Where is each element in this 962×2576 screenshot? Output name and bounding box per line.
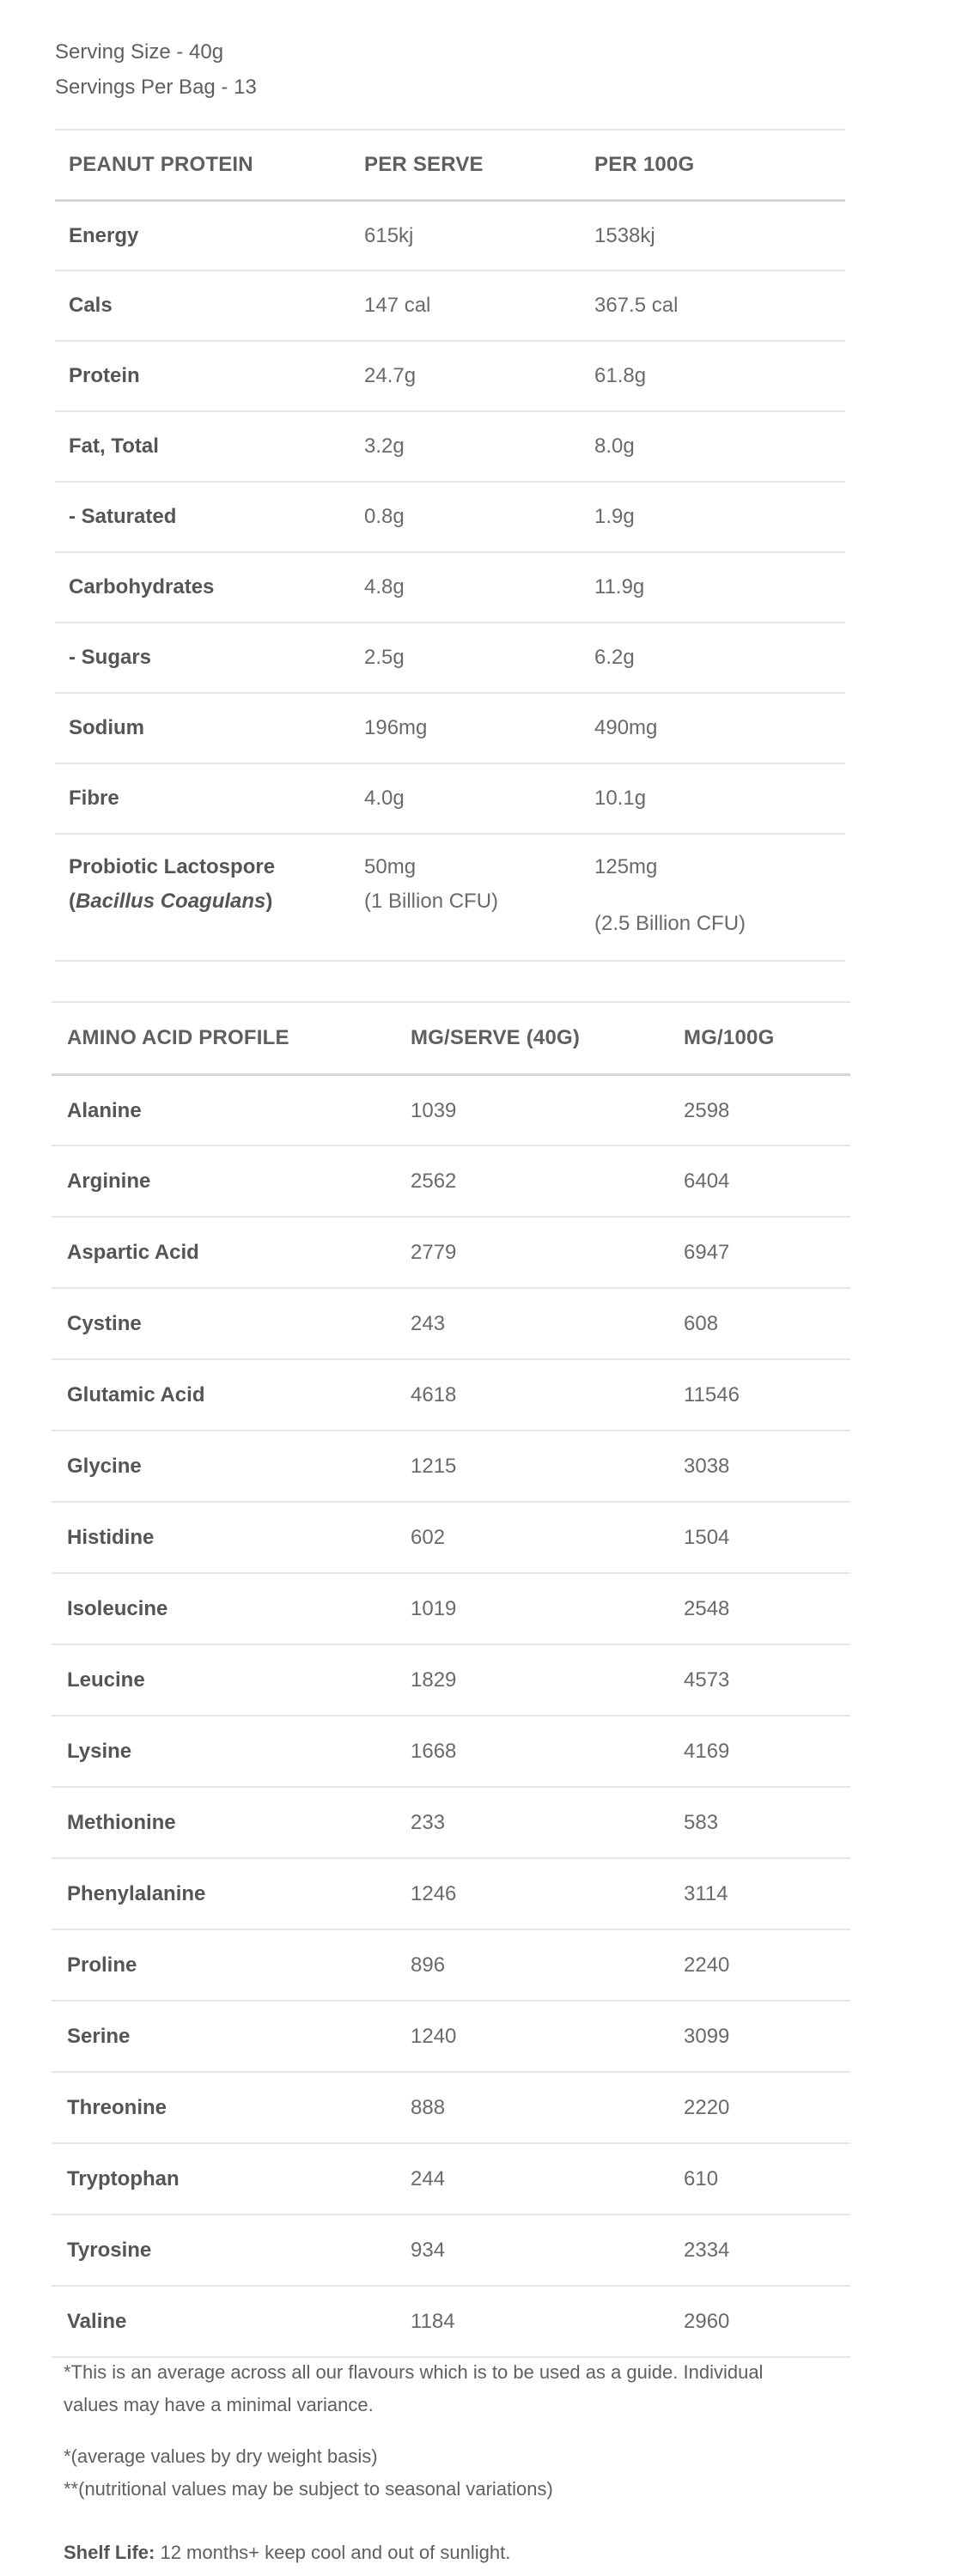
table-row [52, 1858, 850, 1929]
nutrient-label: Fat, Total [55, 411, 364, 482]
table-row [52, 1502, 850, 1573]
mg-per-100g-value: 608 [684, 1288, 850, 1359]
probiotic-strain: Bacillus Coagulans [76, 890, 266, 913]
footnotes [64, 2440, 819, 2506]
amino-acid-label: Phenylalanine [52, 1858, 411, 1929]
table-row [52, 2001, 850, 2072]
mg-per-100g-value: 1504 [684, 1502, 850, 1573]
per-serve-value: 3.2g [364, 411, 594, 482]
shelf-life-label: Shelf Life: [64, 2542, 155, 2563]
nutrition-header-row [55, 130, 845, 200]
column-header-peanut-protein: PEANUT PROTEIN [55, 130, 364, 200]
per-serve-value: 24.7g [364, 341, 594, 411]
amino-acid-label: Arginine [52, 1145, 411, 1217]
per-100g-value: 490mg [594, 693, 845, 763]
column-header-mg-100g: MG/100G [684, 1002, 850, 1074]
per-serve-value: 147 cal [364, 270, 594, 341]
mg-per-100g-value: 2334 [684, 2215, 850, 2286]
amino-acid-label: Alanine [52, 1074, 411, 1145]
nutrient-label: Protein [55, 341, 364, 411]
mg-per-100g-value: 2240 [684, 1929, 850, 2001]
mg-per-100g-value: 4573 [684, 1644, 850, 1716]
mg-per-100g-value: 2220 [684, 2072, 850, 2143]
mg-per-100g-value: 3038 [684, 1431, 850, 1502]
table-row [52, 1573, 850, 1644]
per-serve-value: 196mg [364, 693, 594, 763]
table-row [52, 1929, 850, 2001]
probiotic-per-100g [594, 834, 845, 961]
paren-close: ) [265, 890, 273, 913]
table-row [55, 552, 845, 623]
average-disclaimer: *This is an average across all our flavours which is to be used as a guide. Individual values may have a minimal variance. [64, 2361, 764, 2415]
amino-acid-label: Cystine [52, 1288, 411, 1359]
amino-acid-label: Glycine [52, 1431, 411, 1502]
amino-acid-label: Glutamic Acid [52, 1359, 411, 1431]
mg-per-serve-value: 233 [411, 1787, 684, 1858]
per-serve-value: 615kj [364, 200, 594, 270]
per-100g-value: 11.9g [594, 552, 845, 623]
amino-acid-label: Tyrosine [52, 2215, 411, 2286]
amino-acid-label: Isoleucine [52, 1573, 411, 1644]
mg-per-serve-value: 2562 [411, 1145, 684, 1217]
mg-per-serve-value: 1668 [411, 1716, 684, 1787]
mg-per-serve-value: 1019 [411, 1573, 684, 1644]
nutrition-table [55, 129, 845, 962]
column-header-per-100g: PER 100G [594, 130, 845, 200]
per-serve-value: 4.8g [364, 552, 594, 623]
shelf-life [64, 2537, 819, 2569]
probiotic-per-serve-mg: 50mg [364, 855, 417, 878]
amino-acid-label: Valine [52, 2286, 411, 2357]
mg-per-serve-value: 602 [411, 1502, 684, 1573]
column-header-per-serve: PER SERVE [364, 130, 594, 200]
table-row [52, 1716, 850, 1787]
mg-per-100g-value: 3099 [684, 2001, 850, 2072]
mg-per-serve-value: 4618 [411, 1359, 684, 1431]
per-serve-value: 2.5g [364, 623, 594, 693]
table-row [55, 763, 845, 834]
table-row [52, 1074, 850, 1145]
nutrient-label: Cals [55, 270, 364, 341]
serving-size: Serving Size - 40g [55, 40, 224, 64]
amino-acid-table [52, 1001, 850, 2358]
amino-acid-label: Serine [52, 2001, 411, 2072]
table-row [52, 1288, 850, 1359]
shelf-life-text: 12 months+ keep cool and out of sunlight. [155, 2542, 511, 2563]
nutrient-label: Fibre [55, 763, 364, 834]
table-row [55, 200, 845, 270]
mg-per-serve-value: 888 [411, 2072, 684, 2143]
table-row [52, 2072, 850, 2143]
nutrient-label: Sodium [55, 693, 364, 763]
table-row-probiotic [55, 834, 845, 961]
amino-acid-label: Proline [52, 1929, 411, 2001]
seasonal-note: **(nutritional values may be subject to seasonal variations) [64, 2478, 553, 2500]
mg-per-100g-value: 6947 [684, 1217, 850, 1288]
amino-acid-label: Methionine [52, 1787, 411, 1858]
probiotic-label [55, 834, 364, 961]
table-row [55, 693, 845, 763]
table-row [52, 1217, 850, 1288]
per-100g-value: 6.2g [594, 623, 845, 693]
per-serve-value: 4.0g [364, 763, 594, 834]
table-row [55, 482, 845, 552]
table-row [55, 270, 845, 341]
mg-per-100g-value: 4169 [684, 1716, 850, 1787]
mg-per-serve-value: 2779 [411, 1217, 684, 1288]
per-100g-value: 1.9g [594, 482, 845, 552]
table-row [55, 341, 845, 411]
amino-acid-label: Threonine [52, 2072, 411, 2143]
table-row [52, 2143, 850, 2215]
mg-per-serve-value: 244 [411, 2143, 684, 2215]
dry-weight-note: *(average values by dry weight basis) [64, 2445, 378, 2467]
probiotic-name: Probiotic Lactospore [69, 855, 276, 878]
table-row [52, 1359, 850, 1431]
mg-per-100g-value: 610 [684, 2143, 850, 2215]
mg-per-serve-value: 243 [411, 1288, 684, 1359]
per-100g-value: 8.0g [594, 411, 845, 482]
amino-acid-label: Tryptophan [52, 2143, 411, 2215]
column-header-mg-serve: MG/SERVE (40G) [411, 1002, 684, 1074]
mg-per-serve-value: 1246 [411, 1858, 684, 1929]
mg-per-100g-value: 2548 [684, 1573, 850, 1644]
amino-acid-label: Leucine [52, 1644, 411, 1716]
paren-open: ( [69, 890, 76, 913]
mg-per-100g-value: 583 [684, 1787, 850, 1858]
mg-per-serve-value: 1184 [411, 2286, 684, 2357]
serving-info [55, 34, 257, 105]
per-100g-value: 61.8g [594, 341, 845, 411]
mg-per-100g-value: 6404 [684, 1145, 850, 1217]
mg-per-serve-value: 896 [411, 1929, 684, 2001]
nutrient-label: - Sugars [55, 623, 364, 693]
nutrient-label: Carbohydrates [55, 552, 364, 623]
column-header-amino-acid-profile: AMINO ACID PROFILE [52, 1002, 411, 1074]
probiotic-per-100g-mg: 125mg [594, 855, 658, 878]
probiotic-per-serve-cfu: (1 Billion CFU) [364, 890, 499, 913]
mg-per-100g-value: 2598 [684, 1074, 850, 1145]
amino-acid-label: Histidine [52, 1502, 411, 1573]
amino-header-row [52, 1002, 850, 1074]
table-row [52, 1787, 850, 1858]
nutrient-label: Energy [55, 200, 364, 270]
mg-per-serve-value: 1215 [411, 1431, 684, 1502]
per-100g-value: 10.1g [594, 763, 845, 834]
probiotic-per-100g-cfu: (2.5 Billion CFU) [594, 912, 746, 935]
per-100g-value: 1538kj [594, 200, 845, 270]
mg-per-serve-value: 1039 [411, 1074, 684, 1145]
table-row [52, 1644, 850, 1716]
mg-per-serve-value: 1240 [411, 2001, 684, 2072]
probiotic-per-serve [364, 834, 594, 961]
mg-per-serve-value: 934 [411, 2215, 684, 2286]
mg-per-100g-value: 3114 [684, 1858, 850, 1929]
table-row [52, 2286, 850, 2357]
mg-per-serve-value: 1829 [411, 1644, 684, 1716]
per-serve-value: 0.8g [364, 482, 594, 552]
table-row [55, 411, 845, 482]
mg-per-100g-value: 2960 [684, 2286, 850, 2357]
table-row [55, 623, 845, 693]
mg-per-100g-value: 11546 [684, 1359, 850, 1431]
amino-acid-label: Aspartic Acid [52, 1217, 411, 1288]
table-row [52, 1431, 850, 1502]
per-100g-value: 367.5 cal [594, 270, 845, 341]
servings-per-bag: Servings Per Bag - 13 [55, 76, 257, 99]
table-row [52, 1145, 850, 1217]
table-row [52, 2215, 850, 2286]
amino-acid-label: Lysine [52, 1716, 411, 1787]
nutrient-label: - Saturated [55, 482, 364, 552]
